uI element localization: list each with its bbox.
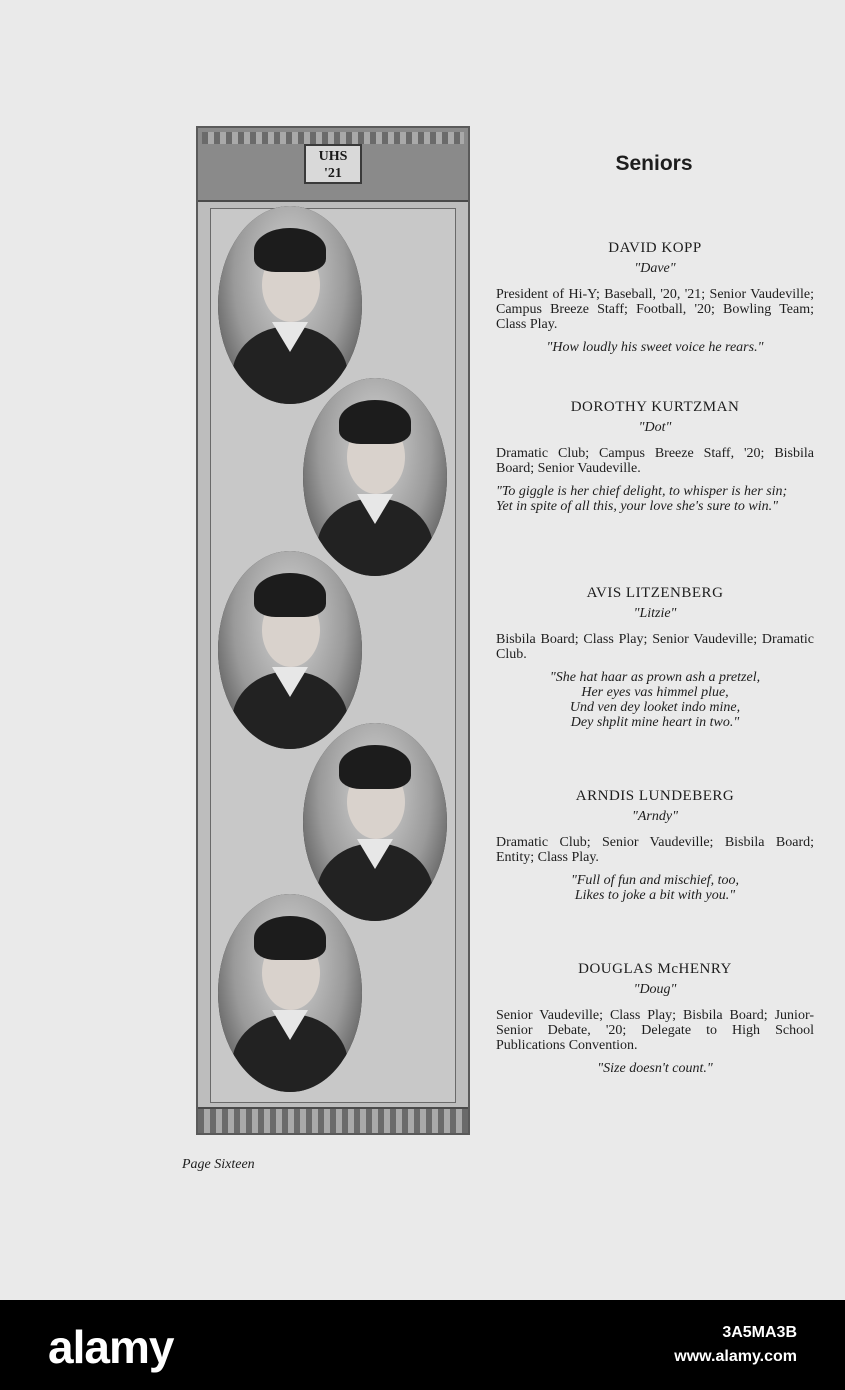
crest-line1: UHS: [318, 149, 348, 164]
page-title: Seniors: [615, 152, 693, 175]
senior-name: AVIS LITZENBERG: [586, 585, 724, 601]
senior-quote: "Size doesn't count.": [597, 1061, 713, 1076]
page-number: Page Sixteen: [182, 1157, 255, 1172]
brand-logo: alamy: [48, 1321, 174, 1373]
image-id: 3A5MA3B: [722, 1324, 797, 1341]
senior-activities: Dramatic Club; Campus Breeze Staff, '20; Bisbila Board; Senior Vaudeville.: [496, 446, 814, 476]
senior-name: DOROTHY KURTZMAN: [570, 399, 740, 415]
portrait-avis-litzenberg: [218, 551, 362, 749]
senior-name: ARNDIS LUNDEBERG: [575, 788, 735, 804]
senior-nickname: "Doug": [633, 982, 677, 997]
senior-nickname: "Dave": [634, 261, 676, 276]
portrait-douglas-mchenry: [218, 894, 362, 1092]
senior-activities: President of Hi-Y; Baseball, '20, '21; Senior Vaudeville; Campus Breeze Staff; Football, '20; Bowling Team; Class Play.: [496, 287, 814, 332]
senior-nickname: "Arndy": [632, 809, 678, 824]
panel-header-band: [198, 128, 468, 202]
crest-line2: '21: [324, 166, 342, 181]
portrait-panel: [196, 126, 470, 1135]
senior-activities: Senior Vaudeville; Class Play; Bisbila Board; Junior-Senior Debate, '20; Delegate to High School Publications Convention.: [496, 1008, 814, 1053]
senior-nickname: "Litzie": [633, 606, 677, 621]
senior-entry: [496, 585, 814, 730]
senior-entry: [496, 240, 814, 355]
senior-entry: [496, 399, 814, 514]
senior-name: DAVID KOPP: [608, 240, 702, 256]
senior-name: DOUGLAS McHENRY: [578, 961, 732, 977]
senior-nickname: "Dot": [638, 420, 672, 435]
portrait-david-kopp: [218, 206, 362, 404]
senior-quote: "Full of fun and mischief, too, Likes to joke a bit with you.": [570, 873, 740, 903]
site-url: www.alamy.com: [674, 1348, 797, 1365]
watermark-footer: [0, 1300, 845, 1390]
portrait-arndis-lundeberg: [303, 723, 447, 921]
senior-activities: Dramatic Club; Senior Vaudeville; Bisbila Board; Entity; Class Play.: [496, 835, 814, 865]
senior-activities: Bisbila Board; Class Play; Senior Vaudeville; Dramatic Club.: [496, 632, 814, 662]
senior-quote: "She hat haar as prown ash a pretzel, Her eyes vas himmel plue, Und ven dey looket indo mine, Dey shplit mine heart in two.": [549, 670, 761, 730]
school-crest: [304, 144, 362, 184]
portrait-dorothy-kurtzman: [303, 378, 447, 576]
ornament-border: [202, 132, 464, 144]
senior-quote: "To giggle is her chief delight, to whisper is her sin; Yet in spite of all this, your love she's sure to win.": [496, 484, 788, 514]
senior-quote: "How loudly his sweet voice he rears.": [546, 340, 764, 355]
senior-entry: [496, 961, 814, 1076]
panel-footer-band: [198, 1107, 468, 1133]
senior-entry: [496, 788, 814, 903]
